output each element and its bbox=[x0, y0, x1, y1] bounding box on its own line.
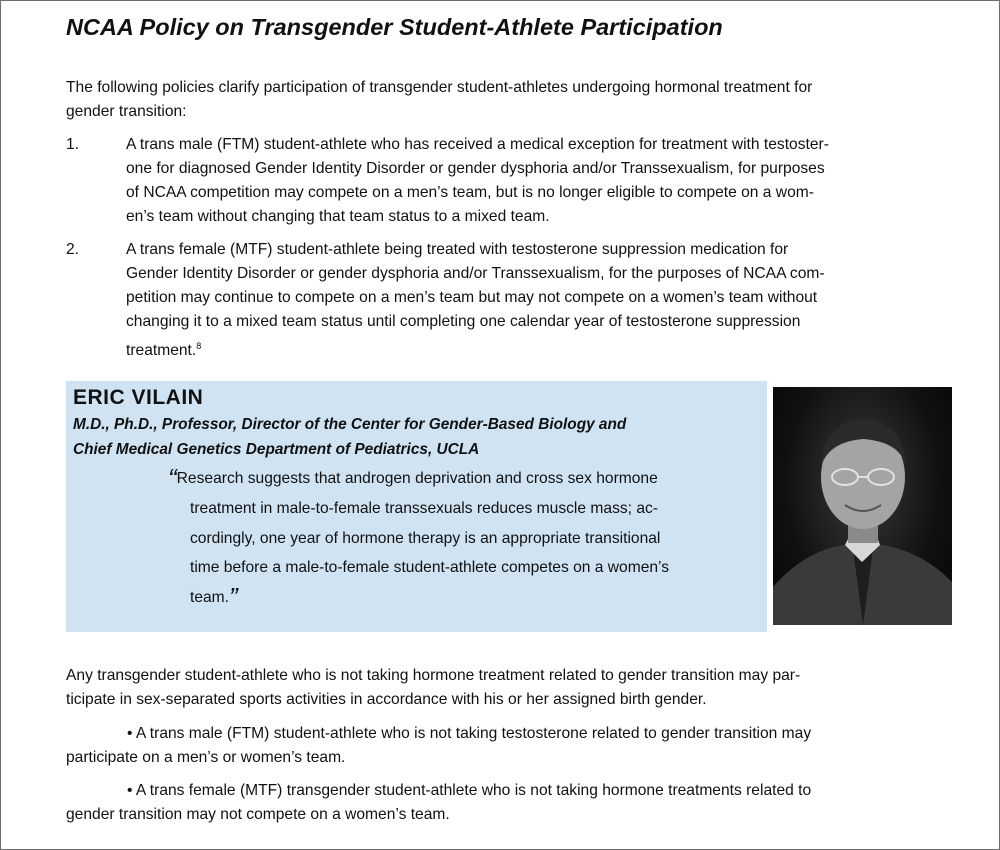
item-number: 1. bbox=[66, 136, 80, 153]
portrait-illustration bbox=[773, 387, 952, 625]
footnote-ref: 8 bbox=[196, 341, 202, 351]
quote-line bbox=[190, 582, 238, 612]
callout-credentials: M.D., Ph.D., Professor, Director of the Center for Gender-Based Biology and bbox=[73, 416, 627, 433]
item-line-text: treatment. bbox=[126, 342, 197, 360]
closing-line: ticipate in sex-separated sports activities in accordance with his or her assigned birth gender. bbox=[66, 691, 707, 708]
item-line: A trans male (FTM) student-athlete who has received a medical exception for treatment with testoster- bbox=[126, 136, 829, 153]
intro-line: The following policies clarify participation of transgender student-athletes undergoing hormonal treatment for bbox=[66, 79, 813, 96]
callout-credentials: Chief Medical Genetics Department of Pediatrics, UCLA bbox=[73, 441, 480, 458]
quote-line: cordingly, one year of hormone therapy is an appropriate transitional bbox=[190, 530, 661, 547]
bullet-line: • A trans male (FTM) student-athlete who is not taking testosterone related to gender transition may bbox=[127, 725, 812, 742]
item-line: A trans female (MTF) student-athlete being treated with testosterone suppression medication for bbox=[126, 241, 789, 258]
quote-text: team. bbox=[190, 589, 229, 606]
callout-name: ERIC VILAIN bbox=[73, 386, 204, 409]
portrait-photo bbox=[773, 387, 952, 625]
quote-line bbox=[168, 463, 658, 493]
item-line: one for diagnosed Gender Identity Disorder or gender dysphoria and/or Transsexualism, for purposes bbox=[126, 160, 825, 177]
quote-line: treatment in male-to-female transsexuals reduces muscle mass; ac- bbox=[190, 500, 658, 517]
quote-text: Research suggests that androgen deprivation and cross sex hormone bbox=[176, 470, 658, 487]
bullet-line: • A trans female (MTF) transgender student-athlete who is not taking hormone treatments related to bbox=[127, 782, 812, 799]
item-line: en’s team without changing that team status to a mixed team. bbox=[126, 208, 550, 225]
page-title: NCAA Policy on Transgender Student-Athlete Participation bbox=[66, 14, 723, 40]
item-line: petition may continue to compete on a men’s team but may not compete on a women’s team without bbox=[126, 289, 818, 306]
item-line: of NCAA competition may compete on a men’s team, but is no longer eligible to compete on a wom- bbox=[126, 184, 814, 201]
item-number: 2. bbox=[66, 241, 80, 258]
item-line: Gender Identity Disorder or gender dysphoria and/or Transsexualism, for the purposes of NCAA com- bbox=[126, 265, 825, 282]
close-quote-mark: ” bbox=[229, 582, 238, 612]
bullet-line: gender transition may not compete on a women’s team. bbox=[66, 806, 450, 823]
closing-line: Any transgender student-athlete who is not taking hormone treatment related to gender transition may par- bbox=[66, 667, 801, 684]
item-line: changing it to a mixed team status until completing one calendar year of testosterone suppression bbox=[126, 313, 801, 330]
open-quote-mark: “ bbox=[168, 463, 177, 493]
bullet-line: participate on a men’s or women’s team. bbox=[66, 749, 346, 766]
quote-line: time before a male-to-female student-athlete competes on a women’s bbox=[190, 559, 670, 576]
item-line bbox=[126, 336, 201, 361]
intro-line: gender transition: bbox=[66, 103, 187, 120]
